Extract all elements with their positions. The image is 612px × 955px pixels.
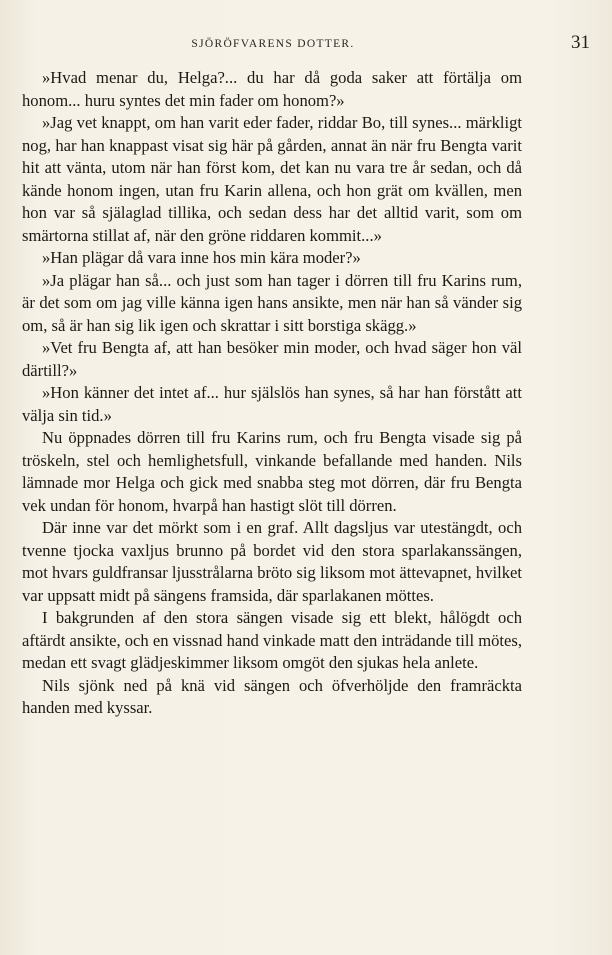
paragraph: Där inne var det mörkt som i en graf. Allt dagsljus var utestängdt, och tvenne tjocka vaxljus brunno på bordet vid den stora sparlakanssängen, mot hvars guldfransar ljusstrålarna bröto sig liksom mot ättevapnet, hvilket var uppsatt midt på sängens framsida, där sparlakanen möttes. xyxy=(22,518,522,605)
paragraph: Nu öppnades dörren till fru Karins rum, och fru Bengta visade sig på tröskeln, stel och hemlighetsfull, vinkande befallande med handen. Nils lämnade mor Helga och gick med snabba steg mot dörren, där fru Bengta vek undan för honom, hvarpå han hastigt slöt till dörren. xyxy=(22,428,522,515)
page-header xyxy=(22,30,590,58)
paragraph: »Han plägar då vara inne hos min kära moder?» xyxy=(42,248,361,267)
page-number: 31 xyxy=(571,32,590,53)
paragraph: »Vet fru Bengta af, att han besöker min moder, och hvad säger hon väl därtill?» xyxy=(22,338,522,380)
paragraph: »Ja plägar han så... och just som han tager i dörren till fru Karins rum, är det som om jag ville känna igen hans ansikte, men när han så vänder sig om, så är han sig lik igen och skrattar i sitt borstiga skägg.» xyxy=(22,270,522,335)
paragraph: »Hon känner det intet af... hur själslös han synes, så har han förstått att välja sin tid.» xyxy=(22,383,522,425)
running-title: SJÖRÖFVARENS DOTTER. xyxy=(191,38,355,50)
paragraph: »Hvad menar du, Helga?... du har då goda saker att förtälja om honom... huru syntes det min fader om honom?» xyxy=(22,68,522,110)
body-text xyxy=(22,67,522,720)
paragraph: I bakgrunden af den stora sängen visade sig ett blekt, hålögdt och aftärdt ansikte, och en vissnad hand vinkade matt den inträdande till mötes, medan ett svagt glädjeskimmer liksom omgöt den sjukas hela anlete. xyxy=(22,608,522,672)
paragraph: »Jag vet knappt, om han varit eder fader, riddar Bo, till synes... märkligt nog, har han knappast visat sig här på gården, annat än när fru Bengta varit hit att vänta, utom när han först kom, det kan nu vara tre år sedan, och då kände honom ingen, utan fru Karin allena, och hon grät om kvällen, men hon var så själaglad tillika, och sedan dess har det alltid varit, som om smärtorna stillat af, när den gröne riddaren kommit...» xyxy=(22,113,522,245)
paragraph: Nils sjönk ned på knä vid sängen och öfverhöljde den framräckta handen med kyssar. xyxy=(22,675,522,717)
